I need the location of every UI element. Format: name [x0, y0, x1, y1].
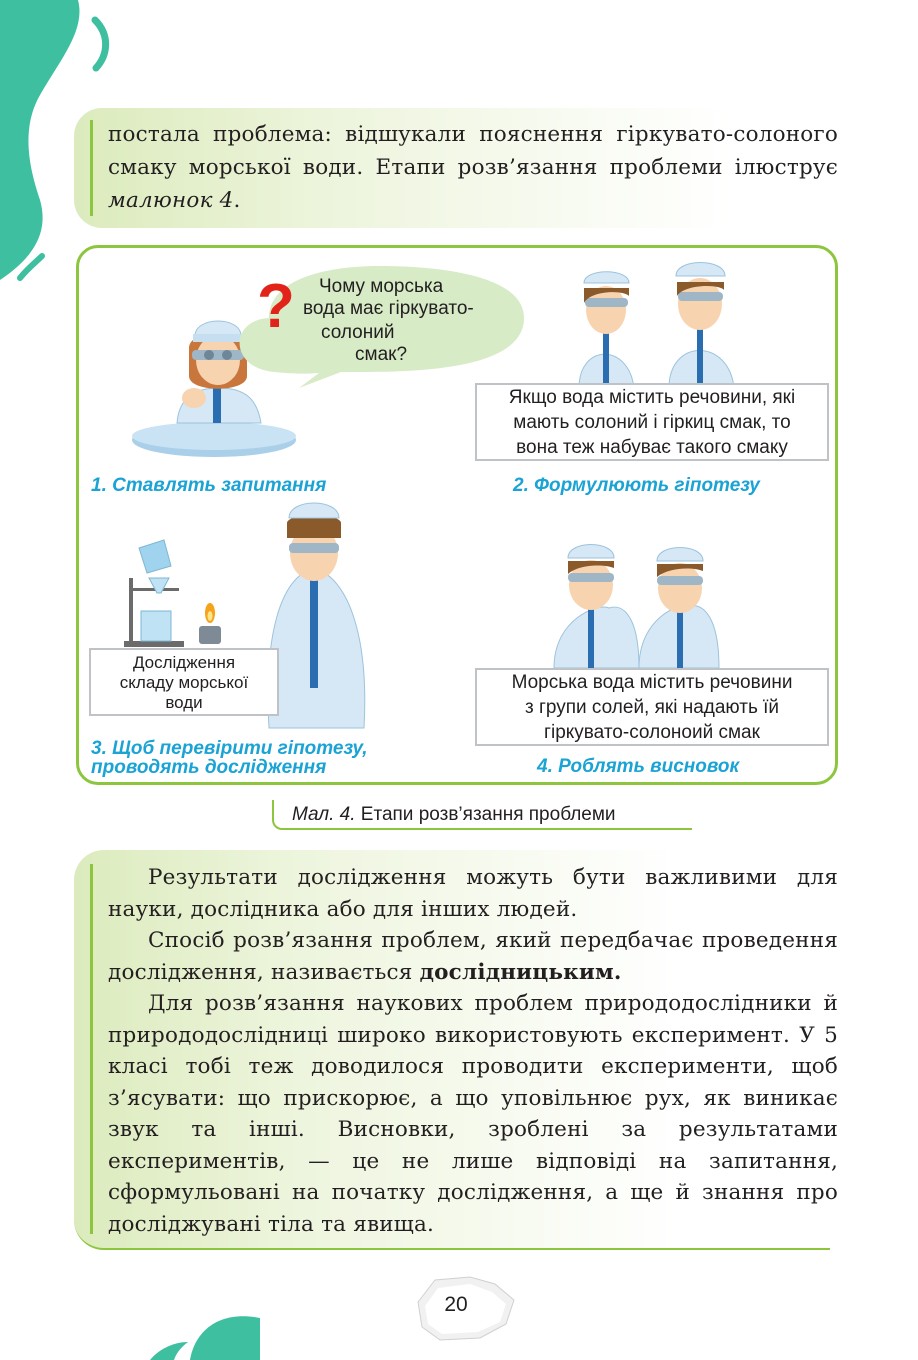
teal-bottom-decoration [150, 1290, 260, 1360]
question-mark: ? [257, 272, 295, 341]
stage4-scientists-illustration [554, 545, 719, 669]
term-research-method: дослідницьким. [419, 959, 622, 985]
question-bubble-line-1: Чому морська [319, 276, 444, 297]
page-number: 20 [444, 1293, 468, 1316]
hypothesis-box [475, 383, 829, 461]
hypothesis-line-3: вона теж набуває такого смаку [516, 437, 788, 458]
figure-stages [76, 245, 838, 785]
stage-3-label-line-2: проводять дослідження [91, 757, 327, 778]
caption-label: Мал. 4. [292, 804, 356, 825]
caption-text: Етапи розв’язання проблеми [355, 804, 616, 825]
top-paragraph: постала проблема: відшукали пояснення гіркувато-солоного смаку морської води. Етапи розв’язання проблеми ілюструє малюнок 4. [108, 122, 838, 213]
paragraph-definition: Спосіб розв’язання проблем, який передбачає проведення дослідження, називається дослідницьким. [108, 928, 838, 985]
hypothesis-line-1: Якщо вода містить речовини, які [508, 387, 796, 408]
question-bubble-line-3: солоний [321, 322, 395, 343]
stage2-scientists-illustration [579, 263, 734, 389]
figure-reference: малюнок 4 [108, 188, 234, 213]
paragraph-results: Результати дослідження можуть бути важливими для науки, дослідника або для інших людей. [108, 865, 838, 922]
stage-4-label: 4. Роблять висновок [537, 756, 740, 777]
conclusion-line-1: Морська вода містить речовини [511, 672, 793, 693]
figure-caption [272, 800, 692, 830]
conclusion-box [475, 668, 829, 746]
research-line-3: води [165, 693, 203, 712]
conclusion-line-3: гіркувато-солоноий смак [544, 722, 760, 743]
hypothesis-line-2: мають солоний і гіркиц смак, то [513, 412, 791, 433]
bottom-text [108, 862, 838, 1240]
question-bubble-line-2: вода має гіркувато- [303, 298, 474, 319]
stage-2-label: 2. Формулюють гіпотезу [513, 475, 760, 496]
stage-3-label-line-1: 3. Щоб перевірити гіпотезу, [91, 738, 368, 759]
research-line-1: Дослідження [132, 653, 236, 672]
research-line-2: складу морської [119, 673, 249, 692]
paragraph-experiments: Для розв’язання наукових проблем природодослідники й природодослідниці широко використовують експеримент. У 5 класі тобі теж доводилося проводити експерименти, щоб з’ясувати: що прискорює, а що уповільнює рух, як виникає звук та інші. Висновки, зроблені за результатами експериментів, — це не лише відповіді на запитання, сформульовані на початку дослідження, а ще й знання про досліджувані тіла та явища. [108, 991, 838, 1237]
stage-1-label: 1. Ставлять запитання [91, 475, 327, 496]
conclusion-line-2: з групи солей, які надають їй [524, 697, 780, 718]
question-bubble-line-4: смак? [355, 344, 408, 365]
research-box [89, 648, 279, 716]
